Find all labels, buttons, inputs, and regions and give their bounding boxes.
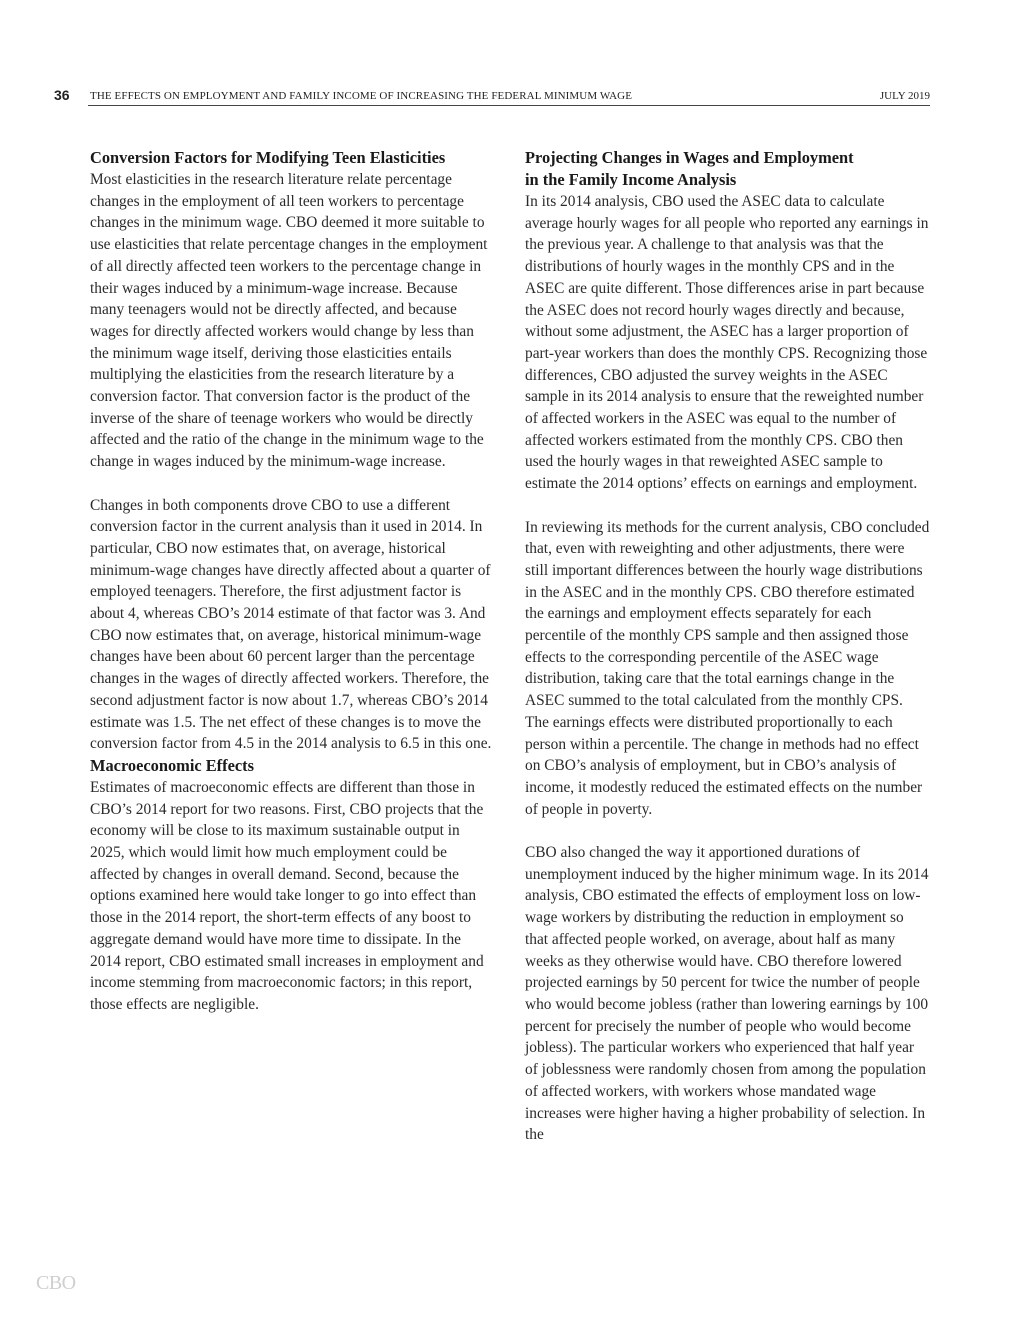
paragraph: Most elasticities in the research literature relate percentage changes in the employment of all teen workers to percentage changes in the minimum wage. CBO deemed it more suitable to use elasticities that relate percentage changes in the employment of all directly affected teen workers to the percentage change in their wages induced by a minimum-wage increase. Because many teenagers would not be directly affected, and because wages for directly affected workers would change by less than the minimum wage itself, deriving those elasticities entails multiplying the elasticities from the research literature by a conversion factor. That conversion factor is the product of the inverse of the share of teenage workers who would be directly affected and the ratio of the change in the minimum wage to the change in wages induced by the minimum-wage increase. — [90, 171, 488, 471]
paragraph: CBO also changed the way it apportioned durations of unemployment induced by the higher minimum wage. In its 2014 analysis, CBO estimated the effects of employment loss on low-wage workers by distributing the reduction in employment so that affected people worked, on average, about half as many weeks as they otherwise would have. CBO therefore lowered projected earnings by 50 percent for twice the number of people who would become jobless (rather than lowering earnings by 100 percent for precisely the number of people who would become jobless). The particular workers who experienced that half year of joblessness were randomly chosen from among the population of affected workers, with workers whose mandated wage increases were higher having a higher probability of selection. In the — [525, 844, 929, 1144]
section-heading: Conversion Factors for Modifying Teen Elasticities — [90, 148, 446, 167]
section-conversion-factors — [90, 147, 495, 755]
cbo-logo: CBO — [36, 1272, 76, 1294]
header-date: JULY 2019 — [879, 90, 930, 102]
section-heading — [525, 147, 930, 191]
section-heading-line1: Projecting Changes in Wages and Employment — [525, 148, 854, 167]
right-column — [525, 147, 930, 1146]
header-rule — [88, 105, 930, 106]
running-title: THE EFFECTS ON EMPLOYMENT AND FAMILY INCOME OF INCREASING THE FEDERAL MINIMUM WAGE — [90, 90, 633, 102]
paragraph: In reviewing its methods for the current analysis, CBO concluded that, even with reweighting and other adjustments, there were still important differences between the hourly wage distributions in the ASEC and in the monthly CPS. CBO therefore estimated the earnings and employment effects separately for each percentile of the monthly CPS sample and then assigned those effects to the corresponding percentile of the ASEC wage distribution, taking care that the total earnings change in the ASEC summed to the total calculated from the monthly CPS. The earnings effects were distributed proportionally to each person within a percentile. The change in methods had no effect on CBO’s analysis of employment, but in CBO’s analysis of income, it modestly reduced the estimated effects on the number of people in poverty. — [525, 518, 930, 818]
left-column — [90, 147, 495, 1016]
section-macroeconomic-effects — [90, 755, 495, 1016]
section-heading: Macroeconomic Effects — [90, 755, 254, 775]
page-number: 36 — [54, 87, 70, 103]
section-heading-line2: in the Family Income Analysis — [525, 170, 737, 189]
paragraph: In its 2014 analysis, CBO used the ASEC data to calculate average hourly wages for all people who reported any earnings in the previous year. A challenge to that analysis was that the distributions of hourly wages in the monthly CPS and in the ASEC are quite different. Those differences arise in part because the ASEC does not record hourly wages directly and because, without some adjustment, the ASEC has a larger proportion of part-year workers than does the monthly CPS. Recognizing those differences, CBO adjusted the survey weights in the ASEC sample in its 2014 analysis to ensure that the reweighted number of affected workers in the ASEC was equal to the number of affected workers estimated from the monthly CPS. CBO then used the hourly wages in that reweighted ASEC sample to estimate the 2014 options’ effects on earnings and employment. — [525, 193, 929, 493]
paragraph: Changes in both components drove CBO to use a different conversion factor in the current analysis than it used in 2014. In particular, CBO now estimates that, on average, historical minimum-wage changes have directly affected about a quarter of employed teenagers. Therefore, the first adjustment factor is about 4, whereas CBO’s 2014 estimate of that factor was 3. And CBO now estimates that, on average, historical minimum-wage changes have been about 60 percent larger than the percentage changes in the wages of directly affected workers. Therefore, the second adjustment factor is now about 1.7, whereas CBO’s 2014 estimate was 1.5. The net effect of these changes is to move the conversion factor from 4.5 in the 2014 analysis to 6.5 in this one. — [90, 496, 492, 753]
paragraph: Estimates of macroeconomic effects are different than those in CBO’s 2014 report for two reasons. First, CBO projects that the economy will be close to its maximum sustainable output in 2025, which would limit how much employment could be affected by changes in overall demand. Second, because the options examined here would take longer to go into effect than those in the 2014 report, the short-term effects of any boost to aggregate demand would have more time to dissipate. In the 2014 report, CBO estimated small increases in employment and income stemming from macroeconomic factors; in this report, those effects are negligible. — [90, 778, 484, 1013]
section-projecting-changes — [525, 147, 930, 1146]
